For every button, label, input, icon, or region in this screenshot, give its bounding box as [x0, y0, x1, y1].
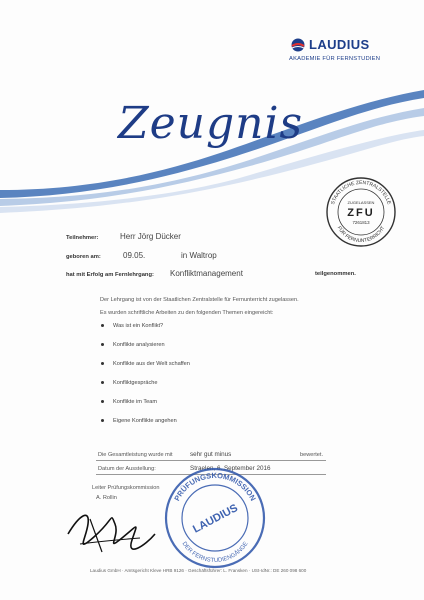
seal-bottom-text: FÜR FERNUNTERRICHT — [335, 225, 387, 245]
bullet-icon — [101, 324, 104, 327]
logo-name: LAUDIUS — [309, 37, 370, 52]
bullet-icon — [101, 419, 104, 422]
seal-number: 7261813 — [352, 220, 370, 225]
stamp-ring-bottom: DER FERNSTUDIENGÄNGE — [180, 541, 250, 565]
date-value: Straelen, 6. September 2016 — [190, 465, 271, 472]
course-label: hat mit Erfolg am Fernlehrgang: — [66, 272, 154, 278]
topic-item: Eigene Konflikte angehen — [101, 418, 177, 424]
seal-code: ZFU — [347, 207, 375, 219]
topic-item: Konflikte im Team — [101, 399, 157, 405]
stamp-ring-top: PRÜFUNGSKOMMISSION — [172, 470, 258, 503]
laudius-globe-icon — [291, 38, 305, 52]
born-row — [66, 253, 101, 260]
logo-subtitle: AKADEMIE FÜR FERNSTUDIEN — [289, 56, 381, 62]
svg-text:PRÜFUNGSKOMMISSION — [172, 471, 257, 502]
date-label: Datum der Ausstellung: — [98, 466, 156, 472]
laudius-logo — [291, 38, 411, 70]
bullet-icon — [101, 362, 104, 365]
footer-legal: Laudius GmbH · Amtsgericht Kleve HRB 9126 · Geschäftsführer: L. Fransken · USt-IdNr.: DE 260 098 600 — [90, 568, 307, 573]
result-suffix: bewertet. — [300, 452, 324, 458]
course-suffix: teilgenommen. — [315, 271, 356, 277]
signatory-name: A. Rollin — [96, 495, 117, 501]
course-value: Konfliktmanagement — [170, 269, 243, 278]
participant-label: Teilnehmer: — [66, 235, 99, 241]
participant-value: Herr Jörg Dücker — [120, 232, 181, 241]
born-value: 09.05. — [123, 251, 146, 260]
topic-item: Was ist ein Konflikt? — [101, 323, 163, 329]
signatory-title: Leiter Prüfungskommission — [92, 485, 160, 491]
stamp-center: LAUDIUS — [191, 502, 240, 536]
topics-intro: Es wurden schriftliche Arbeiten zu den folgenden Themen eingereicht: — [100, 310, 274, 316]
course-row — [66, 271, 154, 278]
born-place: in Waltrop — [181, 251, 217, 260]
handwritten-signature — [60, 494, 160, 564]
topic-item: Konflikte aus der Welt schaffen — [101, 361, 190, 367]
topic-item: Konflikte analysieren — [101, 342, 165, 348]
certificate-title: Zeugnis — [118, 98, 304, 149]
result-underline — [96, 460, 326, 461]
approval-text: Der Lehrgang ist von der Staatlichen Zentralstelle für Fernunterricht zugelassen. — [100, 297, 299, 303]
seal-top-text: STAATLICHE ZENTRALSTELLE — [330, 179, 392, 206]
bullet-icon — [101, 381, 104, 384]
zfu-seal-icon — [325, 176, 397, 248]
topic-item: Konfliktgespräche — [101, 380, 157, 386]
seal-line1: ZUGELASSEN — [347, 200, 375, 205]
bullet-icon — [101, 343, 104, 346]
bullet-icon — [101, 400, 104, 403]
result-label: Die Gesamtleistung wurde mit — [98, 452, 173, 458]
participant-row — [66, 234, 98, 241]
result-value: sehr gut minus — [190, 451, 232, 458]
examination-stamp — [163, 466, 267, 570]
born-label: geboren am: — [66, 254, 101, 260]
